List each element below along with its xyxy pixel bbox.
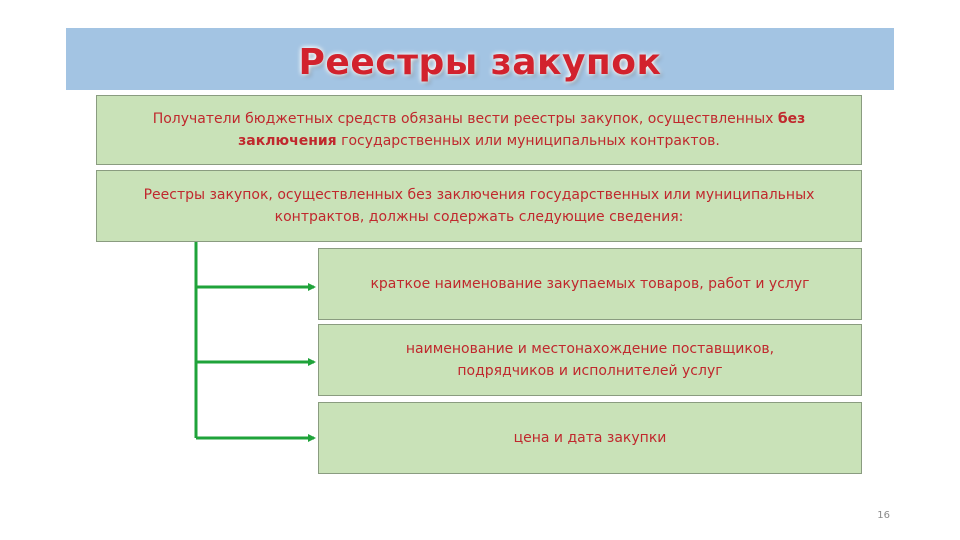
item-box-2 (318, 324, 862, 396)
item-box-3 (318, 402, 862, 474)
intro-text-bold: без заключения (238, 111, 806, 149)
intro-text-part1: Получатели бюджетных средств обязаны вести реестры закупок, осуществленных (152, 111, 778, 127)
item-box-1 (318, 248, 862, 320)
item-text-1: краткое наименование закупаемых товаров, работ и услуг (370, 276, 810, 292)
item-text-3: цена и дата закупки (513, 430, 667, 446)
intro-text-part2: государственных или муниципальных контрактов. (336, 133, 720, 149)
slide-title: Реестры закупок (298, 42, 662, 83)
requirements-text: Реестры закупок, осуществленных без заключения государственных или муниципальных контрактов, должны содержать следующие сведения: (143, 187, 815, 225)
page-number: 16 (877, 510, 890, 521)
item-text-2: наименование и местонахождение поставщиков, подрядчиков и исполнителей услуг (405, 341, 775, 379)
